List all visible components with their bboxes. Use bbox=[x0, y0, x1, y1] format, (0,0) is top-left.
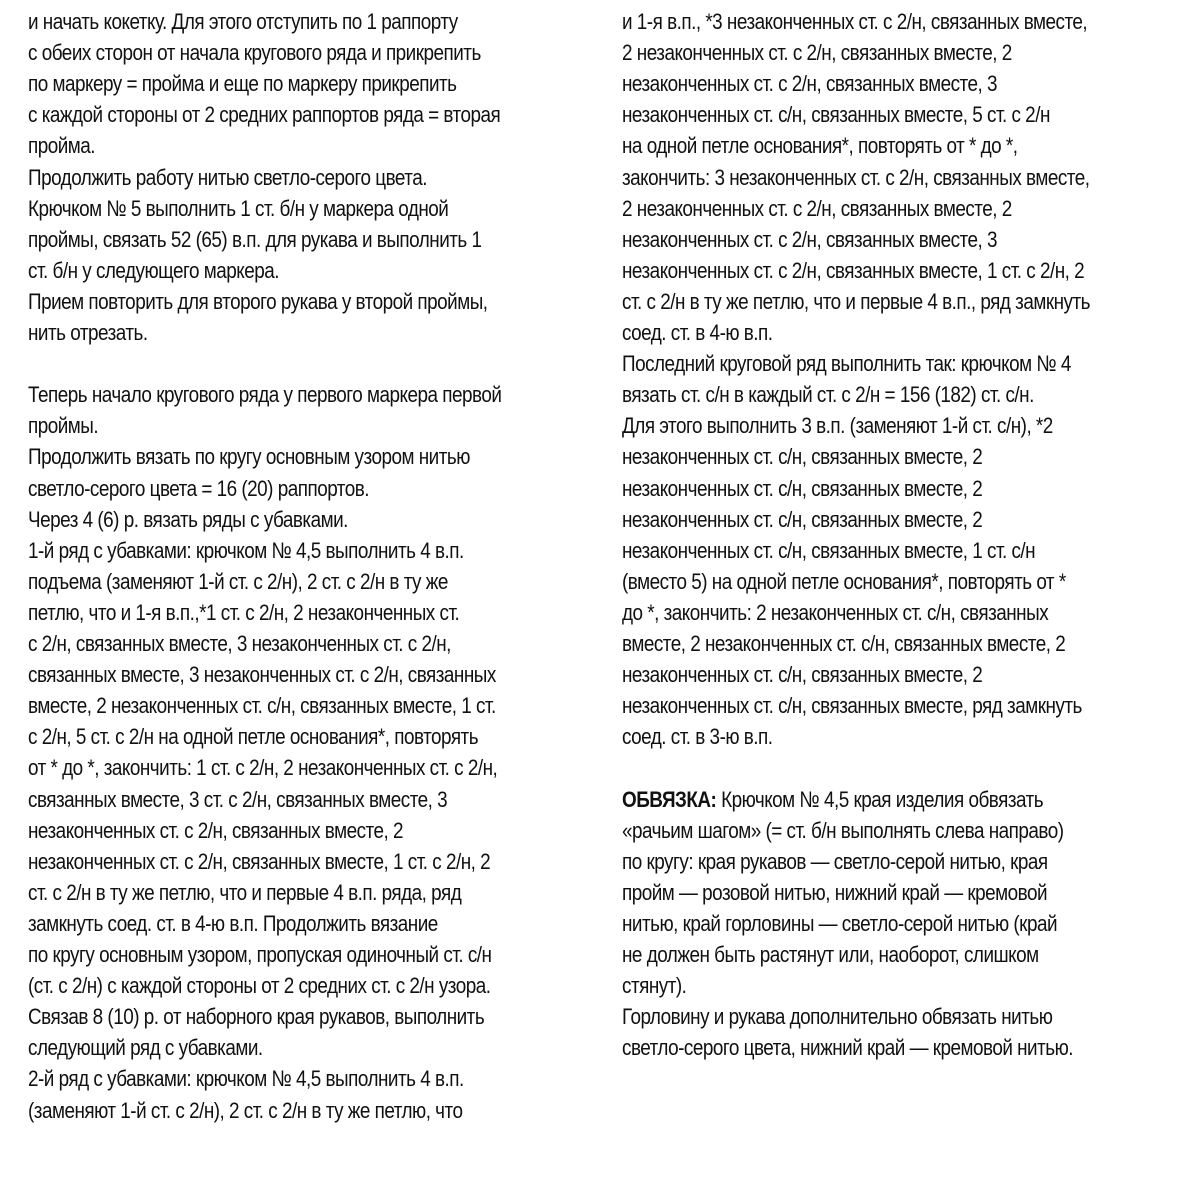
text-line: следующий ряд с убавками. bbox=[28, 1035, 263, 1061]
text-line: вместе, 2 незаконченных ст. с/н, связанных вместе, 2 bbox=[622, 631, 1066, 656]
text-line: ст. б/н у следующего маркера. bbox=[28, 257, 279, 283]
text-line: Продолжить вязать по кругу основным узором нитью bbox=[28, 444, 470, 470]
text-line: незаконченных ст. с 2/н, связанных вместе, 2 bbox=[28, 817, 404, 843]
text-line: 2-й ряд с убавками: крючком № 4,5 выполнить 4 в.п. bbox=[28, 1066, 464, 1092]
text-line: по кругу основным узором, пропуская одиночный ст. с/н bbox=[28, 942, 492, 967]
text-line: Теперь начало кругового ряда у первого маркера первой bbox=[28, 382, 502, 408]
text-line: стянут). bbox=[622, 973, 687, 999]
text-line: незаконченных ст. с 2/н, связанных вместе, 3 bbox=[622, 226, 998, 252]
text-line: с обеих сторон от начала кругового ряда и прикрепить bbox=[28, 40, 481, 66]
text-line: светло-серого цвета, нижний край — кремовой нитью. bbox=[622, 1035, 1074, 1061]
text-line: незаконченных ст. с 2/н, связанных вместе, 3 bbox=[622, 71, 998, 97]
text-line: до *, закончить: 2 незаконченных ст. с/н, связанных bbox=[622, 599, 1049, 625]
text-line: незаконченных ст. с/н, связанных вместе, 2 bbox=[622, 506, 983, 532]
text-line: вязать ст. с/н в каждый ст. с 2/н = 156 (182) ст. с/н. bbox=[622, 382, 1034, 408]
text-line: по маркеру = пройма и еще по маркеру прикрепить bbox=[28, 71, 457, 97]
text-line: ст. с 2/н в ту же петлю, что и первые 4 в.п., ряд замкнуть bbox=[622, 288, 1090, 314]
text-line: с 2/н, связанных вместе, 3 незаконченных ст. с 2/н, bbox=[28, 631, 451, 656]
text-line: вместе, 2 незаконченных ст. с/н, связанных вместе, 1 ст. bbox=[28, 693, 496, 719]
text-line: связанных вместе, 3 незаконченных ст. с 2/н, связанных bbox=[28, 662, 496, 688]
text-line: с 2/н, 5 ст. с 2/н на одной петле основания*, повторять bbox=[28, 724, 479, 750]
text-line: с каждой стороны от 2 средних раппортов ряда = вторая bbox=[28, 102, 501, 128]
text-line: пройма. bbox=[28, 133, 96, 159]
text-line: незаконченных ст. с/н, связанных вместе, 2 bbox=[622, 475, 983, 501]
text-line: (ст. с 2/н) с каждой стороны от 2 средних ст. с 2/н узора. bbox=[28, 973, 491, 999]
text-line: нитью, край горловины — светло-серой нитью (край bbox=[622, 910, 1058, 936]
text-line: незаконченных ст. с/н, связанных вместе, 2 bbox=[622, 662, 983, 688]
text-line: Последний круговой ряд выполнить так: крючком № 4 bbox=[622, 351, 1071, 377]
text-line: (заменяют 1-й ст. с 2/н), 2 ст. с 2/н в ту же петлю, что bbox=[28, 1097, 463, 1123]
text-line: 2 незаконченных ст. с 2/н, связанных вместе, 2 bbox=[622, 40, 1012, 66]
text-line: от * до *, закончить: 1 ст. с 2/н, 2 незаконченных ст. с 2/н, bbox=[28, 755, 498, 781]
text-line: на одной петле основания*, повторять от * до *, bbox=[622, 133, 1018, 159]
text-line: связанных вместе, 3 ст. с 2/н, связанных вместе, 3 bbox=[28, 786, 448, 812]
text-line: и начать кокетку. Для этого отступить по 1 раппорту bbox=[28, 9, 458, 34]
text-line: пройм — розовой нитью, нижний край — кремовой bbox=[622, 879, 1048, 905]
text-line: незаконченных ст. с/н, связанных вместе, ряд замкнуть bbox=[622, 693, 1082, 719]
text-line: Прием повторить для второго рукава у второй проймы, bbox=[28, 288, 488, 314]
text-line: подъема (заменяют 1-й ст. с 2/н), 2 ст. с 2/н в ту же bbox=[28, 568, 448, 594]
text-line: 1-й ряд с убавками: крючком № 4,5 выполнить 4 в.п. bbox=[28, 537, 464, 563]
text-line: нить отрезать. bbox=[28, 320, 148, 345]
text-line: незаконченных ст. с/н, связанных вместе, 5 ст. с 2/н bbox=[622, 102, 1050, 128]
text-line: (вместо 5) на одной петле основания*, повторять от * bbox=[622, 568, 1066, 594]
text-line: Крючком № 5 выполнить 1 ст. б/н у маркера одной bbox=[28, 195, 449, 221]
text-line: «рачьим шагом» (= ст. б/н выполнять слева направо) bbox=[622, 817, 1064, 843]
text-line: Горловину и рукава дополнительно обвязать нитью bbox=[622, 1004, 1053, 1030]
text-line: по кругу: края рукавов — светло-серой нитью, края bbox=[622, 848, 1048, 874]
text-line: ст. с 2/н в ту же петлю, что и первые 4 в.п. ряда, ряд bbox=[28, 879, 462, 905]
text-line: и 1-я в.п., *3 незаконченных ст. с 2/н, связанных вместе, bbox=[622, 9, 1088, 34]
text-line: незаконченных ст. с 2/н, связанных вместе, 1 ст. с 2/н, 2 bbox=[28, 848, 491, 874]
section-text: Крючком № 4,5 края изделия обвязать bbox=[716, 786, 1044, 812]
text-line: проймы, связать 52 (65) в.п. для рукава и выполнить 1 bbox=[28, 226, 482, 252]
text-line: светло-серого цвета = 16 (20) раппортов. bbox=[28, 475, 370, 501]
text-line: закончить: 3 незаконченных ст. с 2/н, связанных вместе, bbox=[622, 164, 1090, 190]
text-line: соед. ст. в 3-ю в.п. bbox=[622, 724, 773, 750]
section-heading: ОБВЯЗКА: bbox=[622, 786, 717, 812]
text-line: замкнуть соед. ст. в 4-ю в.п. Продолжить вязание bbox=[28, 910, 438, 936]
text-line: Продолжить работу нитью светло-серого цвета. bbox=[28, 164, 427, 190]
text-line bbox=[622, 784, 1043, 816]
text-line: Связав 8 (10) р. от наборного края рукавов, выполнить bbox=[28, 1004, 485, 1030]
text-line: петлю, что и 1-я в.п.,*1 ст. с 2/н, 2 незаконченных ст. bbox=[28, 599, 460, 625]
text-line: незаконченных ст. с/н, связанных вместе, 1 ст. с/н bbox=[622, 537, 1036, 563]
text-line: Для этого выполнить 3 в.п. (заменяют 1-й ст. с/н), *2 bbox=[622, 413, 1053, 439]
text-line: незаконченных ст. с/н, связанных вместе, 2 bbox=[622, 444, 983, 470]
text-line: соед. ст. в 4-ю в.п. bbox=[622, 320, 773, 345]
text-line: незаконченных ст. с 2/н, связанных вместе, 1 ст. с 2/н, 2 bbox=[622, 257, 1085, 283]
text-line: Через 4 (6) р. вязать ряды с убавками. bbox=[28, 506, 348, 532]
text-line: проймы. bbox=[28, 413, 99, 439]
text-line: не должен быть растянут или, наоборот, слишком bbox=[622, 942, 1039, 967]
text-line: 2 незаконченных ст. с 2/н, связанных вместе, 2 bbox=[622, 195, 1012, 221]
